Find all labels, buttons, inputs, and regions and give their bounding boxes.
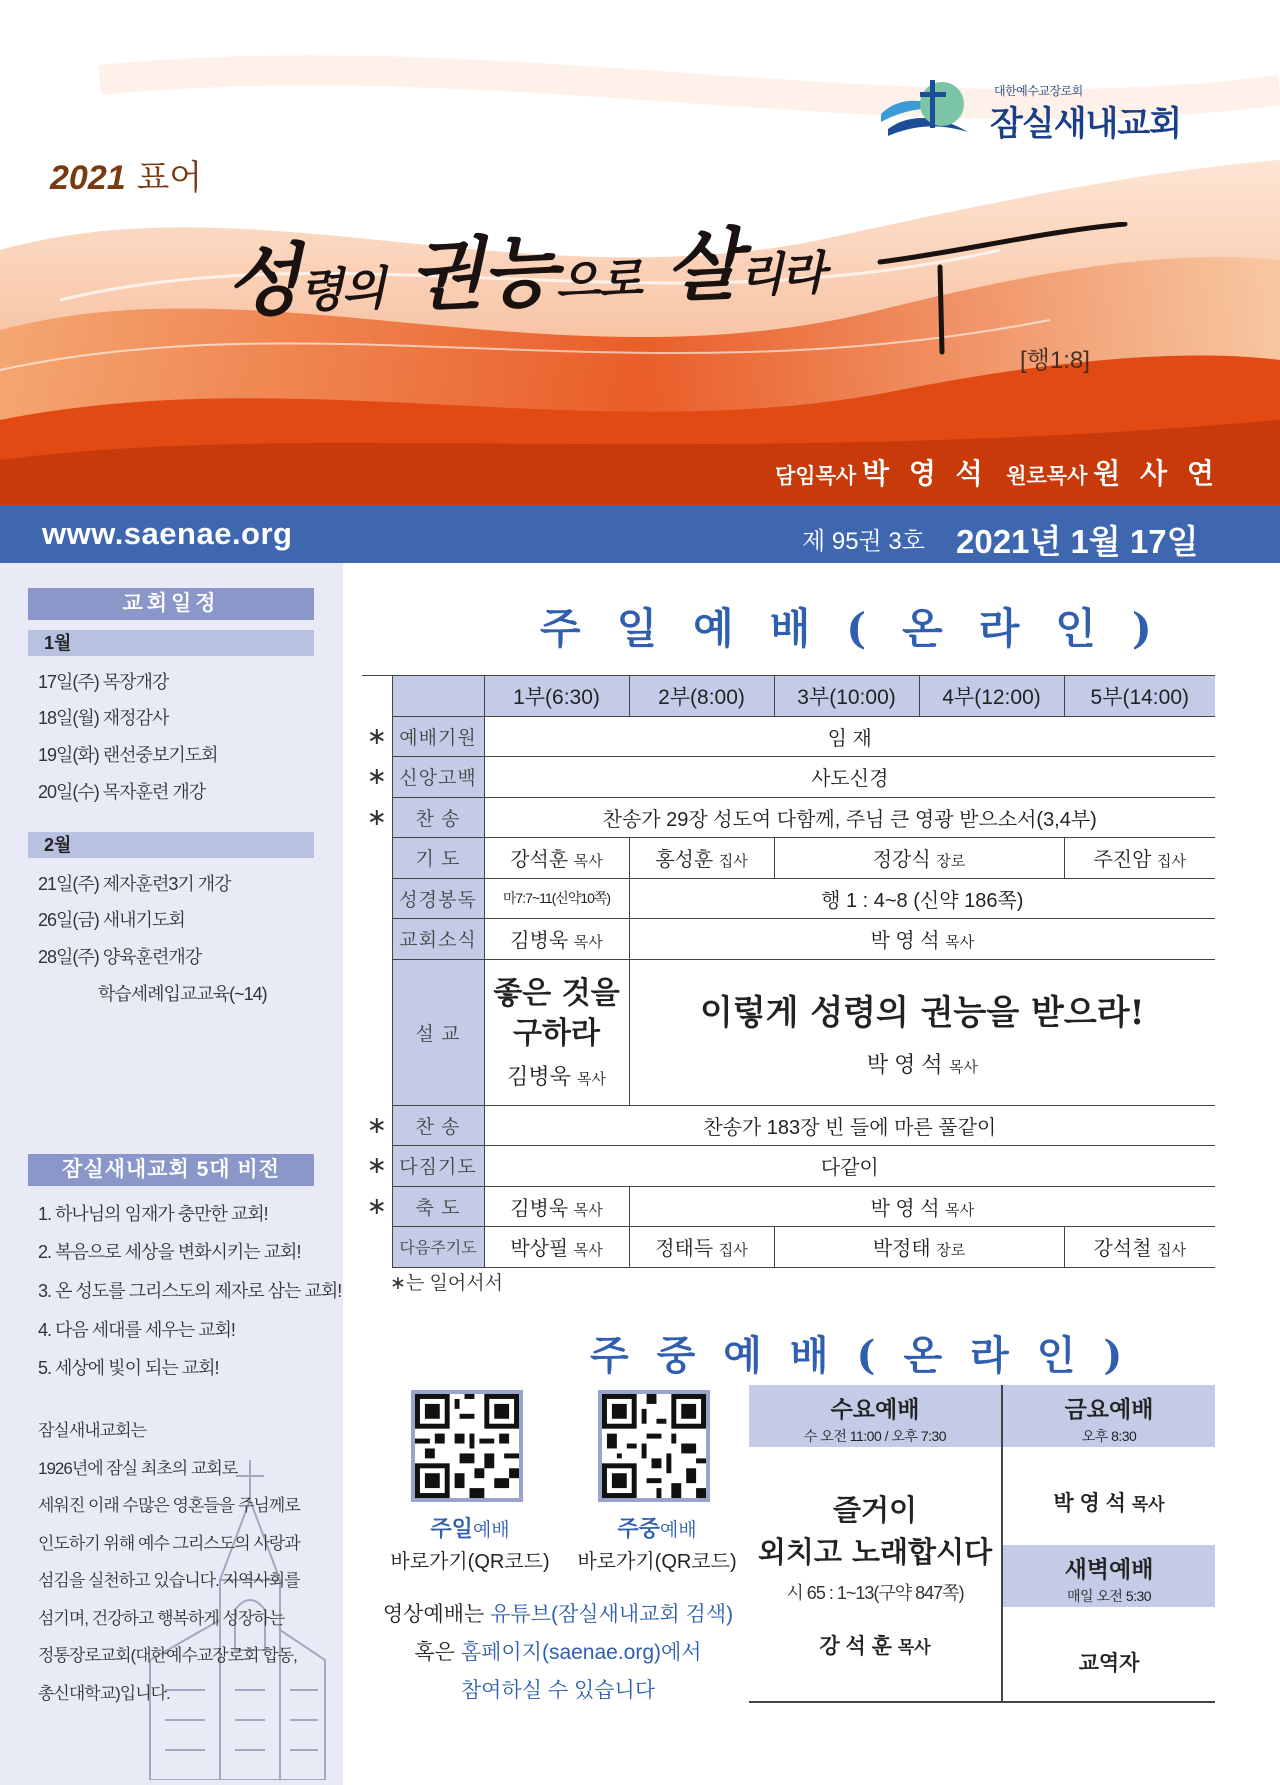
stand-mark: ∗ [362,716,392,757]
table-row [362,1105,1215,1146]
motto-label: 표어 [136,158,203,198]
stand-mark: ∗ [362,797,392,838]
qr-label-sub: 바로가기(QR코드) [390,1551,550,1573]
header-banner [0,0,1280,505]
intro-line: 인도하기 위해 예수 그리스도의 사랑과 [38,1533,300,1553]
person-name: 강석철 [1093,1238,1152,1261]
emeritus-pastor-name: 원 사 연 [1093,458,1220,489]
motto-text-3: 권능 [407,225,557,323]
sermon-main [629,959,1215,1105]
person-name: 정강식 [872,849,931,872]
note-text: 혹은 [414,1641,461,1664]
row-value: 찬송가 183장 빈 들에 마른 풀같이 [484,1105,1215,1146]
sermon-title: 구하라 [513,1015,600,1051]
person-role: 목사 [1131,1495,1165,1514]
service-title: 새벽예배 [1064,1556,1154,1582]
sermon-title-line: 외치고 노래합시다 [757,1535,993,1569]
next-prayer [629,1227,774,1268]
schedule-item: 학습세례입교교육(~14) [98,984,267,1004]
row-label: 찬 송 [392,797,484,838]
vision-item: 5. 세상에 빛이 되는 교회! [38,1358,219,1378]
motto-reference: [행1:8] [1020,347,1090,374]
qr-label-sub: 바로가기(QR코드) [577,1551,737,1573]
prayer-leader [629,838,774,879]
stand-mark: ∗ [362,1105,392,1146]
row-label: 예배기원 [392,716,484,757]
row-label: 다짐기도 [392,1146,484,1187]
sermon-early [484,959,629,1105]
schedule-item: 17일(주) 목장개강 [38,672,169,692]
service-time: 매일 오전 5:30 [1066,1588,1152,1604]
person-name: 박 영 석 [870,1197,940,1220]
friday-header [1003,1385,1215,1447]
month-january: 1월 [28,630,314,656]
person-name: 박 영 석 [1053,1492,1126,1515]
prayer-leader [484,838,629,879]
news-speaker [629,919,1215,960]
service-header: 2부(8:00) [629,676,774,717]
news-speaker [484,919,629,960]
sermon-title: 좋은 것을 [493,975,620,1011]
motto-text-6: 리라 [738,245,825,303]
table-row [362,919,1215,960]
vision-item: 3. 온 성도를 그리스도의 제자로 삼는 교회! [38,1281,342,1301]
service-header: 5부(14:00) [1064,676,1215,717]
motto-text-5: 살 [663,219,741,314]
service-title: 수요예배 [830,1396,920,1422]
person-role: 목사 [948,1059,978,1076]
standing-note: ∗는 일어서서 [390,1273,503,1294]
motto-year: 2021 [50,159,126,197]
qr-label-main: 주중 [617,1516,660,1541]
stand-mark: ∗ [362,1146,392,1187]
scripture-reading: 행 1 : 4~8 (신약 186쪽) [629,878,1215,919]
person-role: 목사 [576,1070,606,1088]
person-role: 목사 [945,1201,975,1219]
issue-number: 제 95권 3호 [802,528,925,555]
senior-pastor-name: 박 영 석 [862,458,989,489]
sermon-title: 이렇게 성령의 권능을 받으라! [699,993,1145,1033]
table-row [362,797,1215,838]
prayer-leader [1064,838,1215,879]
motto-text-2: 령의 [298,260,385,318]
sunday-service-title: 주일예배(온라인) [540,604,1188,653]
row-value: 사도신경 [484,757,1215,798]
person-role: 장로 [936,1242,966,1260]
intro-line: 세워진 이래 수많은 영혼들을 주님께로 [38,1496,300,1515]
intro-line: 섬기며, 건강하고 행복하게 성장하는 [38,1608,285,1628]
logo-wave-cross-icon [876,74,976,146]
person-name: 정태득 [655,1238,714,1261]
table-header-row [362,676,1215,717]
church-logo [876,74,1196,146]
person-role: 목사 [573,934,603,952]
weekday-service-title: 주중예배(온라인) [590,1332,1151,1379]
person-role: 장로 [936,853,966,871]
table-row-sermon [362,959,1215,1105]
prayer-leader [774,838,1064,879]
person-name: 박정태 [872,1238,931,1261]
schedule-item: 20일(수) 목자훈련 개강 [38,782,206,802]
person-role: 목사 [945,934,975,952]
table-row [362,1227,1215,1268]
person-name: 강 석 훈 [819,1635,892,1658]
row-label: 성경봉독 [392,878,484,919]
sermon-speaker [485,1060,629,1091]
calligraphy-stroke [870,222,1130,362]
church-introduction [38,1412,328,1712]
stand-mark: ∗ [362,1186,392,1227]
schedule-item: 28일(주) 양육훈련개강 [38,947,202,967]
vision-title: 잠실새내교회 5대 비전 [28,1154,314,1186]
vision-item: 4. 다음 세대를 세우는 교회! [38,1320,235,1340]
church-name: 잠실새내교회 [990,104,1182,144]
service-header: 1부(6:30) [484,676,629,717]
wednesday-speaker [749,1630,1001,1660]
table-row [362,1186,1215,1227]
next-prayer [774,1227,1064,1268]
service-header: 3부(10:00) [774,676,919,717]
person-name: 홍성훈 [655,849,714,872]
denomination-name: 대한예수교장로회 [994,84,1083,98]
youtube-link[interactable]: 유튜브(잠실새내교회 검색) [490,1603,734,1626]
service-title: 금요예배 [1064,1396,1154,1422]
row-label: 찬 송 [392,1105,484,1146]
person-name: 박 영 석 [866,1052,943,1077]
qr-label-suffix: 예배 [472,1520,510,1541]
person-name: 주진암 [1093,849,1152,872]
dawn-header [1003,1545,1215,1607]
table-row [362,757,1215,798]
person-name: 강석훈 [510,849,569,872]
sunday-order-table [362,675,1215,1268]
row-label: 설 교 [392,959,484,1105]
stand-mark: ∗ [362,757,392,798]
friday-speaker [1003,1487,1215,1517]
sunday-qr-code[interactable] [411,1390,523,1502]
person-role: 목사 [897,1638,931,1657]
service-time: 오후 8:30 [1081,1428,1137,1444]
schedule-item: 26일(금) 새내기도회 [38,910,185,930]
wednesday-header [749,1385,1001,1447]
intro-line: 정통장로교회(대한예수교장로회 합동, [38,1646,297,1665]
person-name: 김병욱 [510,930,569,953]
service-time: 수 오전 11:00 / 오후 7:30 [803,1428,947,1444]
weekday-qr-label[interactable] [572,1512,742,1574]
row-value: 다같이 [484,1146,1215,1187]
qr-label-suffix: 예배 [659,1520,697,1541]
table-row [362,1146,1215,1187]
weekday-qr-code[interactable] [598,1390,710,1502]
person-role: 목사 [573,1201,603,1219]
row-value: 임 재 [484,716,1215,757]
motto-calligraphy [223,200,825,333]
vision-item: 1. 하나님의 임재가 충만한 교회! [38,1204,268,1224]
weekday-schedule-box [749,1385,1215,1703]
row-label: 기 도 [392,838,484,879]
intro-line: 총신대학교)입니다. [38,1683,170,1703]
person-role: 집사 [1157,853,1186,871]
next-prayer [484,1227,629,1268]
vision-item: 2. 복음으로 세상을 변화시키는 교회! [38,1242,301,1262]
table-row [362,878,1215,919]
schedule-item: 18일(월) 재정감사 [38,708,169,728]
row-label: 신앙고백 [392,757,484,798]
qr-label-main: 주일 [430,1516,473,1541]
schedule-item: 21일(주) 제자훈련3기 개강 [38,874,231,894]
benediction [484,1186,629,1227]
row-label: 축 도 [392,1186,484,1227]
service-header: 4부(12:00) [919,676,1064,717]
senior-pastor-title: 담임목사 [775,465,857,488]
qr-code-icon [602,1394,706,1498]
emeritus-pastor-title: 원로목사 [1006,465,1088,488]
intro-line: 잠실새내교회는 [38,1421,146,1440]
person-role: 목사 [573,1242,603,1260]
row-label: 다음주기도 [392,1227,484,1268]
schedule-title: 교회일정 [28,588,314,620]
motto-text-4: 으로 [554,251,642,309]
benediction [629,1186,1215,1227]
note-text: 참여하실 수 있습니다 [460,1679,656,1702]
website-link[interactable]: www.saenae.org [42,516,293,551]
note-text: 영상예배는 [382,1603,491,1626]
wednesday-scripture: 시 65 : 1~13(구약 847쪽) [786,1583,964,1603]
wednesday-sermon-title [749,1489,1001,1573]
online-worship-note [378,1596,738,1710]
table-row [362,838,1215,879]
dawn-speaker: 교역자 [1078,1652,1140,1675]
sunday-qr-label[interactable] [385,1512,555,1574]
table-row [362,716,1215,757]
intro-line: 섬김을 실천하고 있습니다. 지역사회를 [38,1571,300,1590]
pastors-line [775,452,1220,492]
person-name: 김병욱 [510,1197,569,1220]
qr-code-icon [415,1394,519,1498]
sermon-title-line: 즐거이 [832,1493,918,1527]
intro-line: 1926년에 잠실 최초의 교회로 [38,1458,238,1478]
person-role: 목사 [573,853,603,871]
row-label: 교회소식 [392,919,484,960]
next-prayer [1064,1227,1215,1268]
motto-text-1: 성 [223,234,301,329]
homepage-link[interactable]: 홈페이지(saenae.org)에서 [460,1641,702,1664]
month-february: 2월 [28,832,314,858]
sermon-speaker [630,1048,1216,1079]
year-motto-label [50,150,202,199]
bulletin-date: 2021년 1월 17일 [956,523,1199,560]
schedule-item: 19일(화) 랜선중보기도회 [38,745,218,765]
person-role: 집사 [718,1242,748,1260]
header-blank [392,676,484,717]
row-value: 찬송가 29장 성도여 다함께, 주님 큰 영광 받으소서(3,4부) [484,797,1215,838]
person-role: 집사 [1157,1242,1186,1260]
person-name: 박상필 [510,1238,569,1261]
scripture-reading: 마7:7~11(신약10쪽) [484,878,629,919]
person-role: 집사 [718,853,748,871]
person-name: 김병욱 [507,1063,571,1089]
person-name: 박 영 석 [870,930,940,953]
